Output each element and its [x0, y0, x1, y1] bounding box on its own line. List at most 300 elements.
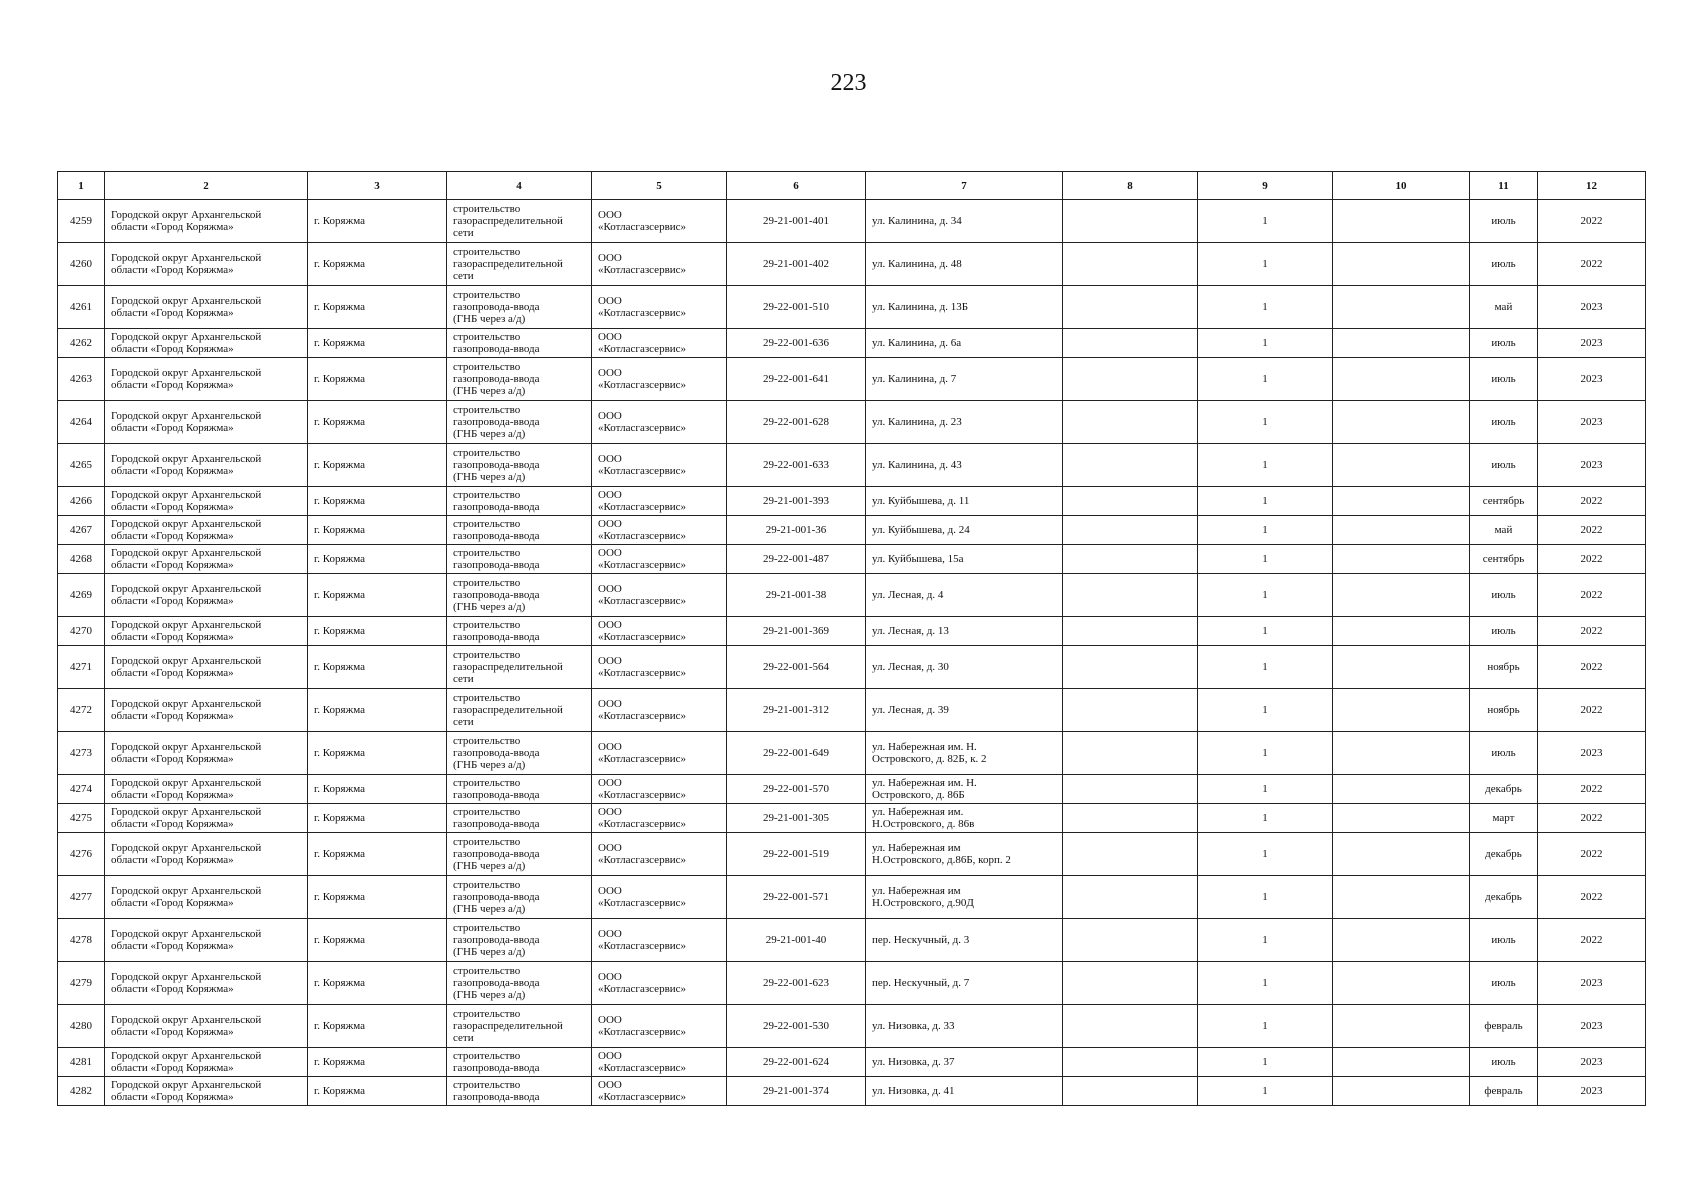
object-code-cell: 29-22-001-636 — [727, 329, 866, 358]
table-row — [58, 487, 1646, 516]
table-row — [58, 732, 1646, 775]
municipality-cell: Городской округ Архангельской области «Город Коряжма» — [105, 962, 308, 1005]
table-row — [58, 444, 1646, 487]
municipality-cell: Городской округ Архангельской области «Город Коряжма» — [105, 329, 308, 358]
column-header: 6 — [727, 172, 866, 200]
work-type-cell: строительство газораспределительной сети — [447, 200, 592, 243]
row-number: 4276 — [58, 833, 105, 876]
column-header: 10 — [1333, 172, 1470, 200]
object-code-cell: 29-22-001-628 — [727, 401, 866, 444]
quantity-cell: 1 — [1198, 1048, 1333, 1077]
municipality-cell: Городской округ Архангельской области «Город Коряжма» — [105, 876, 308, 919]
municipality-cell: Городской округ Архангельской области «Город Коряжма» — [105, 574, 308, 617]
row-number: 4267 — [58, 516, 105, 545]
table-row — [58, 775, 1646, 804]
table-row — [58, 1005, 1646, 1048]
locality-cell: г. Коряжма — [308, 1048, 447, 1077]
object-code-cell: 29-22-001-623 — [727, 962, 866, 1005]
table-row — [58, 833, 1646, 876]
year-cell: 2023 — [1538, 444, 1646, 487]
column-8-cell — [1063, 545, 1198, 574]
month-cell: июль — [1470, 574, 1538, 617]
column-header: 11 — [1470, 172, 1538, 200]
object-code-cell: 29-22-001-624 — [727, 1048, 866, 1077]
row-number: 4262 — [58, 329, 105, 358]
column-header: 2 — [105, 172, 308, 200]
year-cell: 2023 — [1538, 1005, 1646, 1048]
work-type-cell: строительство газопровода-ввода — [447, 1048, 592, 1077]
table-row — [58, 617, 1646, 646]
month-cell: июль — [1470, 401, 1538, 444]
month-cell: февраль — [1470, 1077, 1538, 1106]
year-cell: 2022 — [1538, 574, 1646, 617]
municipality-cell: Городской округ Архангельской области «Город Коряжма» — [105, 444, 308, 487]
quantity-cell: 1 — [1198, 444, 1333, 487]
work-type-cell: строительство газопровода-ввода — [447, 329, 592, 358]
company-cell: ООО «Котласгазсервис» — [592, 646, 727, 689]
address-cell: ул. Низовка, д. 41 — [866, 1077, 1063, 1106]
column-8-cell — [1063, 689, 1198, 732]
company-cell: ООО «Котласгазсервис» — [592, 401, 727, 444]
municipality-cell: Городской округ Архангельской области «Город Коряжма» — [105, 516, 308, 545]
address-cell: ул. Лесная, д. 4 — [866, 574, 1063, 617]
quantity-cell: 1 — [1198, 775, 1333, 804]
quantity-cell: 1 — [1198, 358, 1333, 401]
work-type-cell: строительство газопровода-ввода (ГНБ через а/д) — [447, 358, 592, 401]
quantity-cell: 1 — [1198, 962, 1333, 1005]
register-table — [57, 171, 1646, 1106]
object-code-cell: 29-22-001-564 — [727, 646, 866, 689]
month-cell: май — [1470, 516, 1538, 545]
object-code-cell: 29-21-001-393 — [727, 487, 866, 516]
column-10-cell — [1333, 516, 1470, 545]
work-type-cell: строительство газопровода-ввода (ГНБ через а/д) — [447, 962, 592, 1005]
municipality-cell: Городской округ Архангельской области «Город Коряжма» — [105, 646, 308, 689]
month-cell: июль — [1470, 1048, 1538, 1077]
locality-cell: г. Коряжма — [308, 516, 447, 545]
column-8-cell — [1063, 516, 1198, 545]
locality-cell: г. Коряжма — [308, 487, 447, 516]
column-8-cell — [1063, 617, 1198, 646]
month-cell: ноябрь — [1470, 646, 1538, 689]
company-cell: ООО «Котласгазсервис» — [592, 329, 727, 358]
company-cell: ООО «Котласгазсервис» — [592, 286, 727, 329]
column-8-cell — [1063, 329, 1198, 358]
column-8-cell — [1063, 732, 1198, 775]
address-cell: ул. Калинина, д. 43 — [866, 444, 1063, 487]
object-code-cell: 29-22-001-649 — [727, 732, 866, 775]
column-8-cell — [1063, 919, 1198, 962]
municipality-cell: Городской округ Архангельской области «Город Коряжма» — [105, 775, 308, 804]
row-number: 4277 — [58, 876, 105, 919]
address-cell: ул. Лесная, д. 39 — [866, 689, 1063, 732]
year-cell: 2022 — [1538, 243, 1646, 286]
column-10-cell — [1333, 545, 1470, 574]
column-10-cell — [1333, 617, 1470, 646]
column-8-cell — [1063, 1077, 1198, 1106]
column-10-cell — [1333, 1077, 1470, 1106]
column-8-cell — [1063, 286, 1198, 329]
quantity-cell: 1 — [1198, 516, 1333, 545]
month-cell: июль — [1470, 962, 1538, 1005]
address-cell: ул. Калинина, д. 34 — [866, 200, 1063, 243]
year-cell: 2022 — [1538, 200, 1646, 243]
company-cell: ООО «Котласгазсервис» — [592, 617, 727, 646]
address-cell: ул. Калинина, д. 7 — [866, 358, 1063, 401]
header-row — [58, 172, 1646, 200]
locality-cell: г. Коряжма — [308, 574, 447, 617]
municipality-cell: Городской округ Архангельской области «Город Коряжма» — [105, 617, 308, 646]
row-number: 4259 — [58, 200, 105, 243]
row-number: 4272 — [58, 689, 105, 732]
column-8-cell — [1063, 243, 1198, 286]
row-number: 4275 — [58, 804, 105, 833]
month-cell: июль — [1470, 329, 1538, 358]
object-code-cell: 29-22-001-641 — [727, 358, 866, 401]
column-10-cell — [1333, 775, 1470, 804]
column-header: 3 — [308, 172, 447, 200]
address-cell: ул. Калинина, д. 6а — [866, 329, 1063, 358]
company-cell: ООО «Котласгазсервис» — [592, 919, 727, 962]
year-cell: 2022 — [1538, 516, 1646, 545]
column-10-cell — [1333, 329, 1470, 358]
work-type-cell: строительство газопровода-ввода — [447, 545, 592, 574]
table-row — [58, 401, 1646, 444]
quantity-cell: 1 — [1198, 487, 1333, 516]
table-row — [58, 919, 1646, 962]
object-code-cell: 29-22-001-633 — [727, 444, 866, 487]
company-cell: ООО «Котласгазсервис» — [592, 444, 727, 487]
municipality-cell: Городской округ Архангельской области «Город Коряжма» — [105, 545, 308, 574]
address-cell: пер. Нескучный, д. 3 — [866, 919, 1063, 962]
year-cell: 2023 — [1538, 1077, 1646, 1106]
year-cell: 2022 — [1538, 617, 1646, 646]
year-cell: 2022 — [1538, 775, 1646, 804]
column-header: 7 — [866, 172, 1063, 200]
company-cell: ООО «Котласгазсервис» — [592, 689, 727, 732]
object-code-cell: 29-22-001-570 — [727, 775, 866, 804]
month-cell: декабрь — [1470, 833, 1538, 876]
address-cell: ул. Низовка, д. 33 — [866, 1005, 1063, 1048]
row-number: 4269 — [58, 574, 105, 617]
municipality-cell: Городской округ Архангельской области «Город Коряжма» — [105, 1005, 308, 1048]
company-cell: ООО «Котласгазсервис» — [592, 833, 727, 876]
row-number: 4270 — [58, 617, 105, 646]
year-cell: 2022 — [1538, 876, 1646, 919]
column-10-cell — [1333, 689, 1470, 732]
table-row — [58, 243, 1646, 286]
address-cell: ул. Набережная им. Н. Островского, д. 86Б — [866, 775, 1063, 804]
table-row — [58, 1048, 1646, 1077]
column-10-cell — [1333, 804, 1470, 833]
column-8-cell — [1063, 1005, 1198, 1048]
month-cell: март — [1470, 804, 1538, 833]
row-number: 4282 — [58, 1077, 105, 1106]
row-number: 4271 — [58, 646, 105, 689]
object-code-cell: 29-21-001-40 — [727, 919, 866, 962]
address-cell: ул. Куйбышева, д. 11 — [866, 487, 1063, 516]
row-number: 4268 — [58, 545, 105, 574]
year-cell: 2023 — [1538, 401, 1646, 444]
object-code-cell: 29-21-001-402 — [727, 243, 866, 286]
locality-cell: г. Коряжма — [308, 358, 447, 401]
municipality-cell: Городской округ Архангельской области «Город Коряжма» — [105, 200, 308, 243]
year-cell: 2023 — [1538, 286, 1646, 329]
work-type-cell: строительство газопровода-ввода — [447, 804, 592, 833]
quantity-cell: 1 — [1198, 617, 1333, 646]
quantity-cell: 1 — [1198, 689, 1333, 732]
row-number: 4266 — [58, 487, 105, 516]
company-cell: ООО «Котласгазсервис» — [592, 243, 727, 286]
work-type-cell: строительство газопровода-ввода (ГНБ через а/д) — [447, 444, 592, 487]
column-header: 1 — [58, 172, 105, 200]
locality-cell: г. Коряжма — [308, 1005, 447, 1048]
company-cell: ООО «Котласгазсервис» — [592, 876, 727, 919]
municipality-cell: Городской округ Архангельской области «Город Коряжма» — [105, 401, 308, 444]
address-cell: ул. Калинина, д. 13Б — [866, 286, 1063, 329]
work-type-cell: строительство газораспределительной сети — [447, 243, 592, 286]
column-10-cell — [1333, 1005, 1470, 1048]
locality-cell: г. Коряжма — [308, 545, 447, 574]
municipality-cell: Городской округ Архангельской области «Город Коряжма» — [105, 487, 308, 516]
work-type-cell: строительство газопровода-ввода (ГНБ через а/д) — [447, 286, 592, 329]
table-row — [58, 689, 1646, 732]
table-row — [58, 876, 1646, 919]
year-cell: 2022 — [1538, 646, 1646, 689]
column-8-cell — [1063, 200, 1198, 243]
column-10-cell — [1333, 876, 1470, 919]
table-row — [58, 329, 1646, 358]
work-type-cell: строительство газопровода-ввода (ГНБ через а/д) — [447, 919, 592, 962]
company-cell: ООО «Котласгазсервис» — [592, 574, 727, 617]
column-10-cell — [1333, 243, 1470, 286]
locality-cell: г. Коряжма — [308, 646, 447, 689]
locality-cell: г. Коряжма — [308, 919, 447, 962]
company-cell: ООО «Котласгазсервис» — [592, 200, 727, 243]
locality-cell: г. Коряжма — [308, 200, 447, 243]
quantity-cell: 1 — [1198, 1005, 1333, 1048]
column-8-cell — [1063, 487, 1198, 516]
month-cell: июль — [1470, 617, 1538, 646]
column-header: 5 — [592, 172, 727, 200]
quantity-cell: 1 — [1198, 804, 1333, 833]
locality-cell: г. Коряжма — [308, 286, 447, 329]
locality-cell: г. Коряжма — [308, 775, 447, 804]
column-10-cell — [1333, 200, 1470, 243]
municipality-cell: Городской округ Архангельской области «Город Коряжма» — [105, 732, 308, 775]
month-cell: февраль — [1470, 1005, 1538, 1048]
object-code-cell: 29-21-001-374 — [727, 1077, 866, 1106]
municipality-cell: Городской округ Архангельской области «Город Коряжма» — [105, 1077, 308, 1106]
row-number: 4265 — [58, 444, 105, 487]
year-cell: 2023 — [1538, 1048, 1646, 1077]
object-code-cell: 29-22-001-519 — [727, 833, 866, 876]
object-code-cell: 29-22-001-571 — [727, 876, 866, 919]
row-number: 4260 — [58, 243, 105, 286]
municipality-cell: Городской округ Архангельской области «Город Коряжма» — [105, 358, 308, 401]
column-header: 9 — [1198, 172, 1333, 200]
column-header: 12 — [1538, 172, 1646, 200]
company-cell: ООО «Котласгазсервис» — [592, 962, 727, 1005]
year-cell: 2022 — [1538, 545, 1646, 574]
column-10-cell — [1333, 286, 1470, 329]
table-row — [58, 516, 1646, 545]
column-8-cell — [1063, 804, 1198, 833]
municipality-cell: Городской округ Архангельской области «Город Коряжма» — [105, 919, 308, 962]
locality-cell: г. Коряжма — [308, 876, 447, 919]
table-row — [58, 286, 1646, 329]
address-cell: пер. Нескучный, д. 7 — [866, 962, 1063, 1005]
work-type-cell: строительство газопровода-ввода — [447, 516, 592, 545]
quantity-cell: 1 — [1198, 200, 1333, 243]
company-cell: ООО «Котласгазсервис» — [592, 358, 727, 401]
work-type-cell: строительство газопровода-ввода (ГНБ через а/д) — [447, 833, 592, 876]
work-type-cell: строительство газораспределительной сети — [447, 689, 592, 732]
column-8-cell — [1063, 646, 1198, 689]
table-row — [58, 1077, 1646, 1106]
quantity-cell: 1 — [1198, 732, 1333, 775]
year-cell: 2023 — [1538, 732, 1646, 775]
row-number: 4278 — [58, 919, 105, 962]
table-row — [58, 200, 1646, 243]
company-cell: ООО «Котласгазсервис» — [592, 1005, 727, 1048]
page-number: 223 — [830, 70, 867, 96]
month-cell: декабрь — [1470, 775, 1538, 804]
address-cell: ул. Куйбышева, д. 24 — [866, 516, 1063, 545]
address-cell: ул. Набережная им Н.Островского, д.86Б, корп. 2 — [866, 833, 1063, 876]
municipality-cell: Городской округ Архангельской области «Город Коряжма» — [105, 689, 308, 732]
month-cell: ноябрь — [1470, 689, 1538, 732]
year-cell: 2023 — [1538, 358, 1646, 401]
table-row — [58, 646, 1646, 689]
column-8-cell — [1063, 574, 1198, 617]
address-cell: ул. Лесная, д. 13 — [866, 617, 1063, 646]
column-10-cell — [1333, 1048, 1470, 1077]
locality-cell: г. Коряжма — [308, 689, 447, 732]
column-8-cell — [1063, 1048, 1198, 1077]
company-cell: ООО «Котласгазсервис» — [592, 545, 727, 574]
quantity-cell: 1 — [1198, 1077, 1333, 1106]
year-cell: 2023 — [1538, 329, 1646, 358]
locality-cell: г. Коряжма — [308, 1077, 447, 1106]
locality-cell: г. Коряжма — [308, 444, 447, 487]
address-cell: ул. Куйбышева, 15а — [866, 545, 1063, 574]
address-cell: ул. Набережная им Н.Островского, д.90Д — [866, 876, 1063, 919]
column-8-cell — [1063, 962, 1198, 1005]
work-type-cell: строительство газопровода-ввода (ГНБ через а/д) — [447, 732, 592, 775]
object-code-cell: 29-21-001-312 — [727, 689, 866, 732]
locality-cell: г. Коряжма — [308, 401, 447, 444]
object-code-cell: 29-21-001-36 — [727, 516, 866, 545]
object-code-cell: 29-22-001-510 — [727, 286, 866, 329]
year-cell: 2023 — [1538, 962, 1646, 1005]
month-cell: декабрь — [1470, 876, 1538, 919]
address-cell: ул. Калинина, д. 23 — [866, 401, 1063, 444]
work-type-cell: строительство газопровода-ввода — [447, 775, 592, 804]
municipality-cell: Городской округ Архангельской области «Город Коряжма» — [105, 286, 308, 329]
column-8-cell — [1063, 833, 1198, 876]
quantity-cell: 1 — [1198, 833, 1333, 876]
column-10-cell — [1333, 358, 1470, 401]
month-cell: июль — [1470, 444, 1538, 487]
row-number: 4281 — [58, 1048, 105, 1077]
work-type-cell: строительство газопровода-ввода — [447, 487, 592, 516]
year-cell: 2022 — [1538, 689, 1646, 732]
object-code-cell: 29-22-001-487 — [727, 545, 866, 574]
quantity-cell: 1 — [1198, 646, 1333, 689]
table-row — [58, 962, 1646, 1005]
column-8-cell — [1063, 401, 1198, 444]
work-type-cell: строительство газораспределительной сети — [447, 1005, 592, 1048]
object-code-cell: 29-21-001-305 — [727, 804, 866, 833]
company-cell: ООО «Котласгазсервис» — [592, 1048, 727, 1077]
quantity-cell: 1 — [1198, 329, 1333, 358]
quantity-cell: 1 — [1198, 574, 1333, 617]
table-row — [58, 545, 1646, 574]
column-10-cell — [1333, 833, 1470, 876]
column-10-cell — [1333, 732, 1470, 775]
address-cell: ул. Низовка, д. 37 — [866, 1048, 1063, 1077]
column-10-cell — [1333, 444, 1470, 487]
locality-cell: г. Коряжма — [308, 732, 447, 775]
quantity-cell: 1 — [1198, 876, 1333, 919]
locality-cell: г. Коряжма — [308, 962, 447, 1005]
month-cell: июль — [1470, 200, 1538, 243]
work-type-cell: строительство газопровода-ввода (ГНБ через а/д) — [447, 401, 592, 444]
company-cell: ООО «Котласгазсервис» — [592, 1077, 727, 1106]
row-number: 4264 — [58, 401, 105, 444]
quantity-cell: 1 — [1198, 919, 1333, 962]
quantity-cell: 1 — [1198, 286, 1333, 329]
month-cell: сентябрь — [1470, 545, 1538, 574]
column-10-cell — [1333, 919, 1470, 962]
locality-cell: г. Коряжма — [308, 617, 447, 646]
object-code-cell: 29-21-001-38 — [727, 574, 866, 617]
column-10-cell — [1333, 487, 1470, 516]
month-cell: июль — [1470, 919, 1538, 962]
municipality-cell: Городской округ Архангельской области «Город Коряжма» — [105, 243, 308, 286]
company-cell: ООО «Котласгазсервис» — [592, 775, 727, 804]
municipality-cell: Городской округ Архангельской области «Город Коряжма» — [105, 833, 308, 876]
work-type-cell: строительство газопровода-ввода (ГНБ через а/д) — [447, 876, 592, 919]
locality-cell: г. Коряжма — [308, 243, 447, 286]
table-row — [58, 804, 1646, 833]
object-code-cell: 29-21-001-369 — [727, 617, 866, 646]
column-header: 4 — [447, 172, 592, 200]
column-10-cell — [1333, 401, 1470, 444]
month-cell: июль — [1470, 243, 1538, 286]
work-type-cell: строительство газораспределительной сети — [447, 646, 592, 689]
year-cell: 2022 — [1538, 919, 1646, 962]
locality-cell: г. Коряжма — [308, 329, 447, 358]
quantity-cell: 1 — [1198, 401, 1333, 444]
object-code-cell: 29-21-001-401 — [727, 200, 866, 243]
row-number: 4279 — [58, 962, 105, 1005]
column-10-cell — [1333, 574, 1470, 617]
year-cell: 2022 — [1538, 804, 1646, 833]
address-cell: ул. Набережная им. Н. Островского, д. 82Б, к. 2 — [866, 732, 1063, 775]
row-number: 4263 — [58, 358, 105, 401]
month-cell: май — [1470, 286, 1538, 329]
company-cell: ООО «Котласгазсервис» — [592, 516, 727, 545]
column-10-cell — [1333, 646, 1470, 689]
table-body — [58, 200, 1646, 1106]
quantity-cell: 1 — [1198, 243, 1333, 286]
column-8-cell — [1063, 876, 1198, 919]
object-code-cell: 29-22-001-530 — [727, 1005, 866, 1048]
column-8-cell — [1063, 444, 1198, 487]
municipality-cell: Городской округ Архангельской области «Город Коряжма» — [105, 804, 308, 833]
